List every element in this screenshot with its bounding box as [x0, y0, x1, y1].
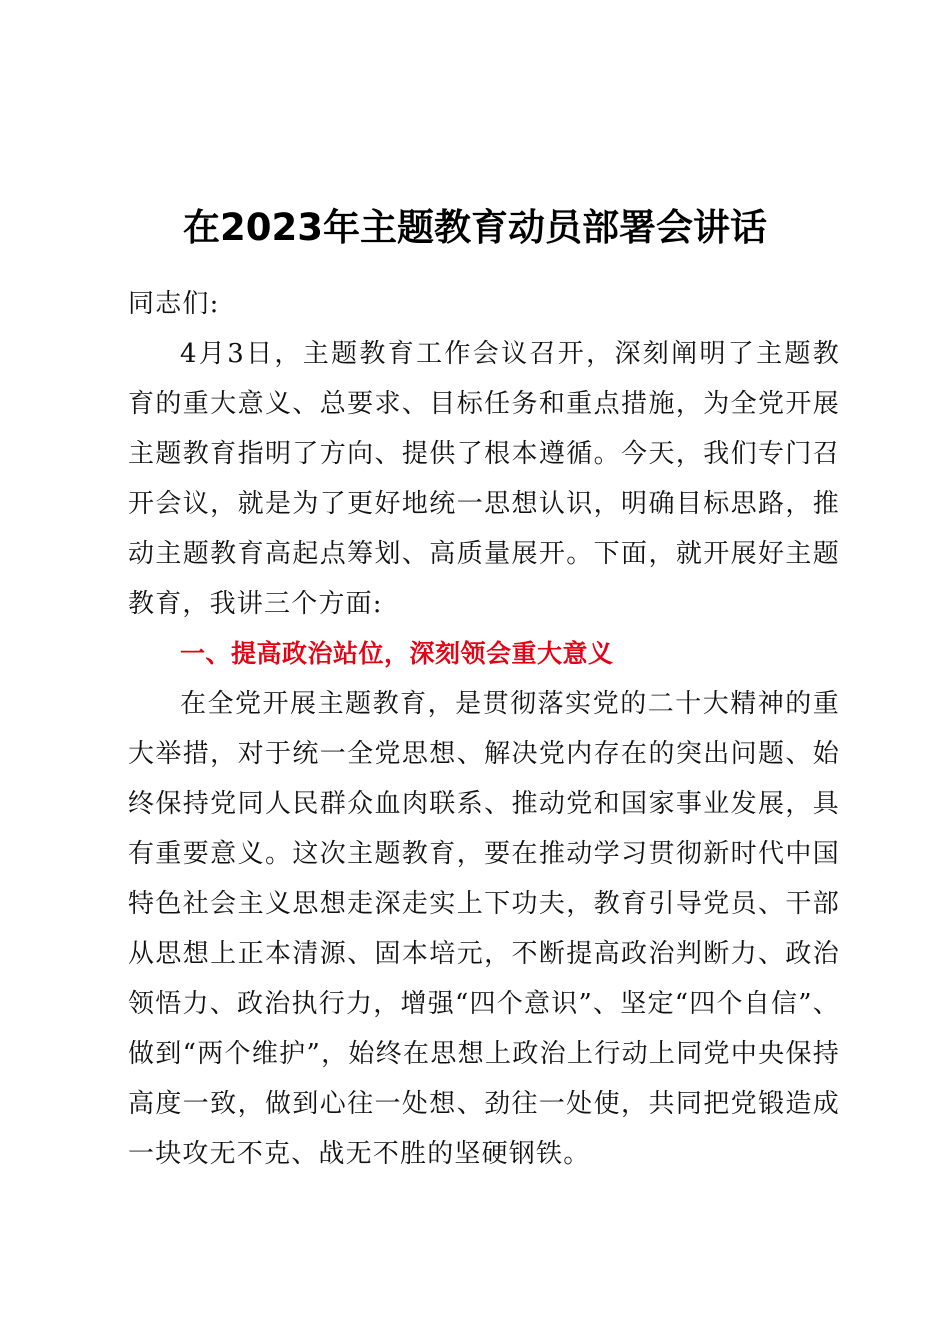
- salutation: 同志们:: [128, 289, 220, 319]
- paragraph-section-1: 在全党开展主题教育，是贯彻落实党的二十大精神的重大举措，对于统一全党思想、解决党内存在的突出问题、始终保持党同人民群众血肉联系、推动党和国家事业发展，具有重要意义。这次主题教育，要在推动学习贯彻新时代中国特色社会主义思想走深走实上下功夫，教育引导党员、干部从思想上正本清源、固本培元，不断提高政治判断力、政治领悟力、政治执行力，增强“四个意识”、坚定“四个自信”、做到“两个维护”，始终在思想上政治上行动上同党中央保持高度一致，做到心往一处想、劲往一处使，共同把党锻造成一块攻无不克、战无不胜的坚硬钢铁。: [128, 689, 840, 1169]
- document-body: [128, 279, 840, 1179]
- paragraph-intro: 4月3日，主题教育工作会议召开，深刻阐明了主题教育的重大意义、总要求、目标任务和重点措施，为全党开展主题教育指明了方向、提供了根本遵循。今天，我们专门召开会议，就是为了更好地统一思想认识，明确目标思路，推动主题教育高起点筹划、高质量展开。下面，就开展好主题教育，我讲三个方面:: [128, 339, 840, 619]
- document-title: 在2023年主题教育动员部署会讲话: [183, 206, 767, 249]
- section-heading-1: 一、提高政治站位，深刻领会重大意义: [180, 639, 614, 668]
